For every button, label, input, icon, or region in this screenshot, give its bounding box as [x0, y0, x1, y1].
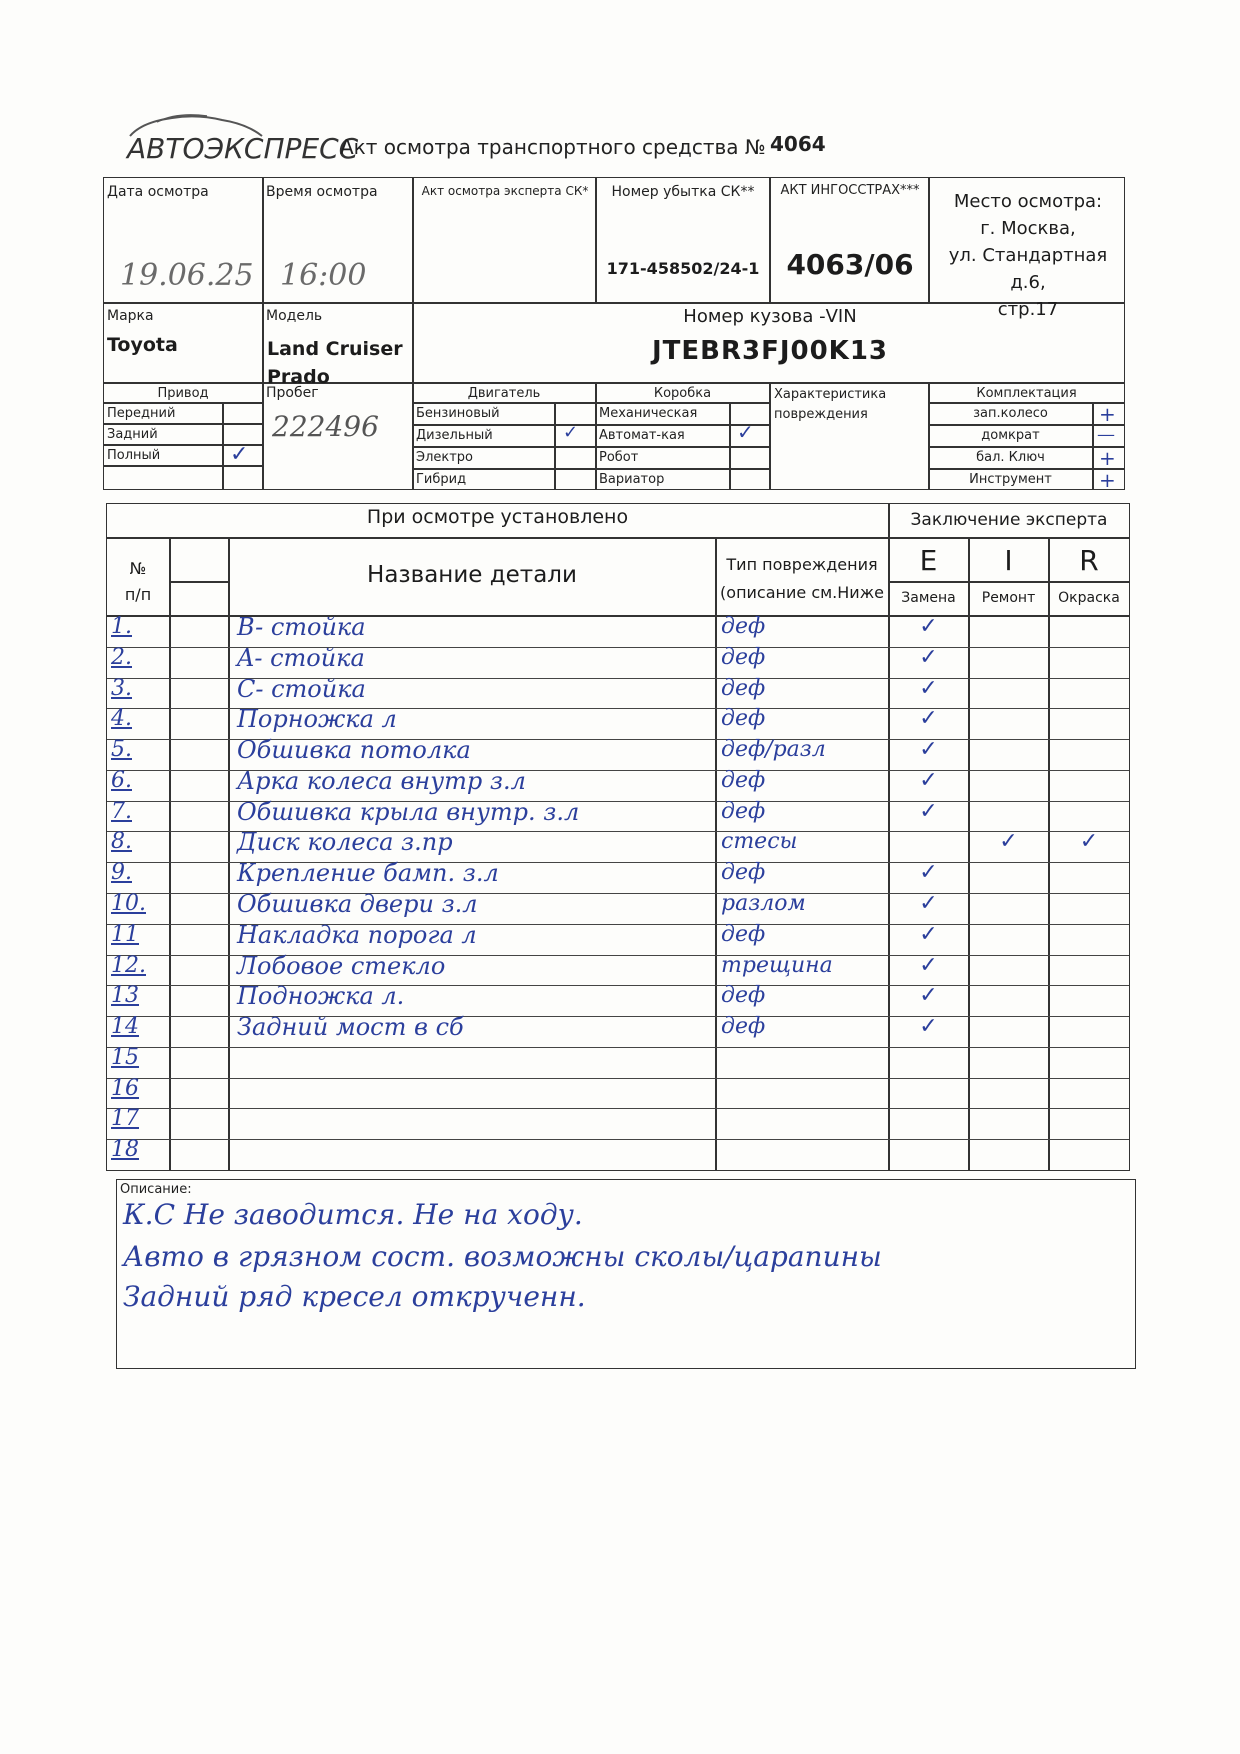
description-label: Описание: [120, 1182, 192, 1197]
part-name: Лобовое стекло [237, 951, 446, 980]
mark-repair [969, 795, 1048, 830]
row-number: 14 [111, 1014, 139, 1040]
claim-number: 171-458502/24-1 [606, 259, 760, 278]
row-number: 12. [111, 952, 146, 978]
mark-repair [969, 949, 1048, 984]
part-name: Диск колеса з.пр [237, 828, 453, 857]
mileage-label: Пробег [266, 385, 319, 401]
row-number: 9. [111, 860, 132, 886]
description-box [116, 1179, 1136, 1369]
engine-electric: Электро [416, 450, 474, 465]
expert-act-label: Акт осмотра эксперта СК* [421, 184, 589, 198]
col-number-line-2: п/п [124, 585, 152, 604]
damage-char-line-1: Характеристика [774, 387, 887, 402]
equipment-section [929, 382, 1124, 492]
mark-paint [1049, 1102, 1129, 1137]
row-number: 7. [111, 798, 132, 824]
vin-value: JTEBR3FJ00K13 [651, 336, 889, 366]
row-number: 13 [111, 983, 139, 1009]
equipment-wrench: бал. Ключ [976, 450, 1045, 465]
mark-repair [969, 702, 1048, 737]
mark-replace [889, 1133, 968, 1168]
gearbox-cvt: Вариатор [599, 472, 665, 487]
place-label: Место осмотра: [953, 191, 1103, 212]
inspection-time-label: Время осмотра [266, 184, 378, 200]
mark-replace: ✓ [919, 614, 938, 639]
mark-replace: ✓ [919, 860, 938, 886]
part-name: B- стойка [237, 613, 366, 641]
part-name: Обшивка потолка [237, 736, 471, 765]
engine-label: Двигатель [467, 386, 541, 401]
damage-type: стесы [721, 829, 798, 855]
place-line-2: ул. Стандартная д.6, [948, 245, 1108, 293]
equipment-jack-mark: — [1097, 424, 1115, 445]
mark-paint [1049, 918, 1129, 953]
mark-paint [1049, 887, 1129, 922]
equipment-spare-wheel-mark: + [1099, 402, 1116, 426]
ingos-act-label: АКТ ИНГОССТРАХ*** [780, 183, 920, 198]
row-number: 11 [111, 921, 139, 947]
ingos-act-number: 4063/06 [786, 248, 914, 281]
mark-replace [889, 1041, 968, 1076]
engine-diesel: Дизельный [416, 428, 493, 443]
claim-number-label: Номер убытка СК** [611, 184, 755, 200]
col-number-header [107, 556, 169, 608]
place-line-3: стр.17 [997, 299, 1059, 320]
mark-repair [969, 1041, 1048, 1076]
drive-full: Полный [107, 448, 161, 463]
mark-replace: ✓ [919, 644, 938, 670]
row-number: 4. [111, 706, 132, 732]
equipment-tools: Инструмент [969, 472, 1052, 487]
row-number: 2. [111, 644, 132, 670]
mark-paint [1049, 979, 1129, 1014]
inspection-time: 16:00 [280, 258, 367, 293]
part-name: Обшивка двери з.л [237, 890, 478, 918]
mark-repair [969, 641, 1048, 676]
established-label: При осмотре установлено [366, 506, 629, 528]
inspection-rows [107, 613, 1129, 1170]
document-title: Акт осмотра транспортного средства № [340, 135, 766, 159]
equipment-wrench-mark: + [1099, 446, 1116, 470]
damage-type: деф [721, 614, 766, 639]
mark-paint [1049, 733, 1129, 768]
place-line-1: г. Москва, [980, 218, 1076, 239]
mark-repair [969, 856, 1048, 891]
mark-repair [969, 887, 1048, 922]
mark-repair: ✓ [999, 829, 1018, 855]
drive-rear: Задний [107, 427, 158, 442]
col-paint-header: Окраска [1058, 590, 1120, 606]
mark-repair [969, 1133, 1048, 1168]
mark-paint: ✓ [1079, 829, 1099, 855]
part-name: Подножка л. [237, 982, 405, 1011]
mark-repair [969, 1102, 1048, 1137]
damage-characteristic [774, 385, 886, 425]
col-e-header: E [919, 544, 938, 577]
drive-front: Передний [107, 406, 176, 421]
row-number: 15 [111, 1044, 139, 1070]
part-name [237, 1133, 715, 1168]
equipment-spare-wheel: зап.колесо [973, 406, 1048, 421]
drive-full-mark: ✓ [230, 442, 249, 467]
col-i-header: I [1004, 544, 1013, 577]
part-name: A- стойка [237, 643, 365, 672]
col-part-header: Название детали [367, 562, 577, 588]
brand-value: Toyota [107, 334, 178, 356]
mark-paint [1049, 795, 1129, 830]
part-name: Обшивка крыла внутр. з.л [237, 797, 580, 826]
drive-label: Привод [157, 386, 209, 401]
col-damage-header [716, 551, 888, 607]
mark-repair [969, 979, 1048, 1014]
row-number: 1. [111, 614, 132, 639]
mark-replace: ✓ [919, 1014, 938, 1040]
engine-diesel-mark: ✓ [563, 422, 579, 443]
equipment-tools-mark: + [1099, 468, 1116, 492]
gearbox-label: Коробка [653, 386, 712, 401]
mark-paint [1049, 1010, 1129, 1045]
col-r-header: R [1079, 544, 1099, 577]
mark-replace [889, 1072, 968, 1107]
damage-type: деф [721, 644, 766, 670]
engine-hybrid: Гибрид [416, 472, 467, 487]
gearbox-automatic: Автомат-кая [599, 428, 685, 443]
model-line-1: Land Cruiser [267, 338, 403, 360]
gearbox-section [596, 382, 769, 489]
damage-type: деф [721, 706, 766, 732]
mark-paint [1049, 672, 1129, 707]
mark-replace: ✓ [919, 983, 938, 1009]
mark-replace: ✓ [919, 675, 938, 701]
mark-replace: ✓ [919, 921, 938, 947]
mark-paint [1049, 1133, 1129, 1168]
mark-replace: ✓ [919, 891, 938, 916]
description-line-3: Задний ряд кресел открученн. [123, 1280, 586, 1313]
row-number: 5. [111, 737, 132, 763]
row-number: 16 [111, 1075, 139, 1101]
mark-replace: ✓ [919, 706, 938, 732]
damage-type: деф [721, 860, 766, 886]
part-name [237, 1072, 715, 1107]
gearbox-automatic-mark: ✓ [737, 420, 754, 444]
logo-text: АВТОЭКСПРЕСС [127, 132, 359, 165]
engine-section [413, 382, 595, 489]
info-block [103, 177, 1125, 490]
mark-repair [969, 610, 1048, 645]
brand-label: Марка [107, 308, 154, 324]
row-number: 6. [111, 767, 132, 793]
mark-replace: ✓ [919, 798, 938, 824]
mark-repair [969, 764, 1048, 799]
mark-repair [969, 1072, 1048, 1107]
equipment-jack: домкрат [981, 428, 1040, 443]
document-number: 4064 [770, 132, 826, 156]
mark-repair [969, 733, 1048, 768]
mark-replace [889, 825, 968, 860]
model-label: Модель [266, 308, 323, 324]
damage-type [721, 1041, 891, 1076]
mark-paint [1049, 641, 1129, 676]
damage-type: деф [721, 921, 766, 947]
part-name: Крепление бамп. з.л [237, 859, 499, 888]
mark-replace: ✓ [919, 767, 938, 793]
damage-type [721, 1102, 891, 1137]
damage-char-line-2: повреждения [774, 407, 868, 422]
col-damage-line-1: Тип повреждения [726, 555, 878, 574]
mark-replace: ✓ [919, 737, 938, 763]
inspection-date-label: Дата осмотра [107, 184, 209, 200]
damage-type: деф [721, 798, 766, 824]
damage-type: деф/разл [721, 737, 826, 763]
inspection-table [106, 503, 1130, 1171]
engine-petrol: Бензиновый [416, 406, 500, 421]
equipment-label: Комплектация [976, 386, 1077, 401]
model-value [267, 334, 403, 392]
mark-paint [1049, 856, 1129, 891]
damage-type: деф [721, 767, 766, 793]
part-name: Накладка порога л [237, 920, 477, 949]
drive-section [104, 382, 262, 489]
mark-repair [969, 1010, 1048, 1045]
mark-replace: ✓ [919, 952, 938, 978]
damage-type: трещина [721, 952, 833, 978]
mileage-value: 222496 [272, 410, 379, 443]
gearbox-manual: Механическая [599, 406, 698, 421]
mark-paint [1049, 764, 1129, 799]
col-replace-header: Замена [901, 590, 956, 606]
damage-type: деф [721, 675, 766, 701]
damage-type: деф [721, 983, 766, 1009]
model-line-2: Prado [267, 366, 330, 388]
inspection-place [932, 188, 1124, 323]
description-line-2: Авто в грязном сост. возможны сколы/царапины [123, 1240, 882, 1273]
damage-type: разлом [721, 891, 806, 916]
damage-type [721, 1072, 891, 1107]
mark-paint [1049, 610, 1129, 645]
damage-type: деф [721, 1014, 766, 1040]
part-name: Порножка л [237, 705, 397, 734]
mark-paint [1049, 702, 1129, 737]
inspection-date: 19.06.25 [120, 258, 254, 293]
row-number: 17 [111, 1106, 139, 1132]
damage-type [721, 1133, 891, 1168]
part-name [237, 1041, 715, 1076]
row-number: 18 [111, 1137, 139, 1163]
col-number-line-1: № [129, 559, 147, 578]
row-number: 8. [111, 829, 132, 855]
gearbox-robot: Робот [599, 450, 639, 465]
mark-replace [889, 1102, 968, 1137]
mark-repair [969, 672, 1048, 707]
row-number: 3. [111, 675, 132, 701]
part-name: Арка колеса внутр з.л [237, 766, 526, 795]
mark-paint [1049, 949, 1129, 984]
conclusion-label: Заключение эксперта [910, 510, 1108, 530]
description-line-1: К.С Не заводится. Не на ходу. [123, 1198, 583, 1231]
part-name: Задний мост в сб [237, 1013, 464, 1042]
vin-label: Номер кузова -VIN [683, 306, 857, 327]
part-name: C- стойка [237, 674, 366, 703]
col-repair-header: Ремонт [981, 590, 1036, 606]
col-damage-line-2: (описание см.Ниже [720, 583, 884, 602]
mark-paint [1049, 1072, 1129, 1107]
mark-paint [1049, 1041, 1129, 1076]
mark-repair [969, 918, 1048, 953]
part-name [237, 1102, 715, 1137]
row-number: 10. [111, 891, 146, 916]
